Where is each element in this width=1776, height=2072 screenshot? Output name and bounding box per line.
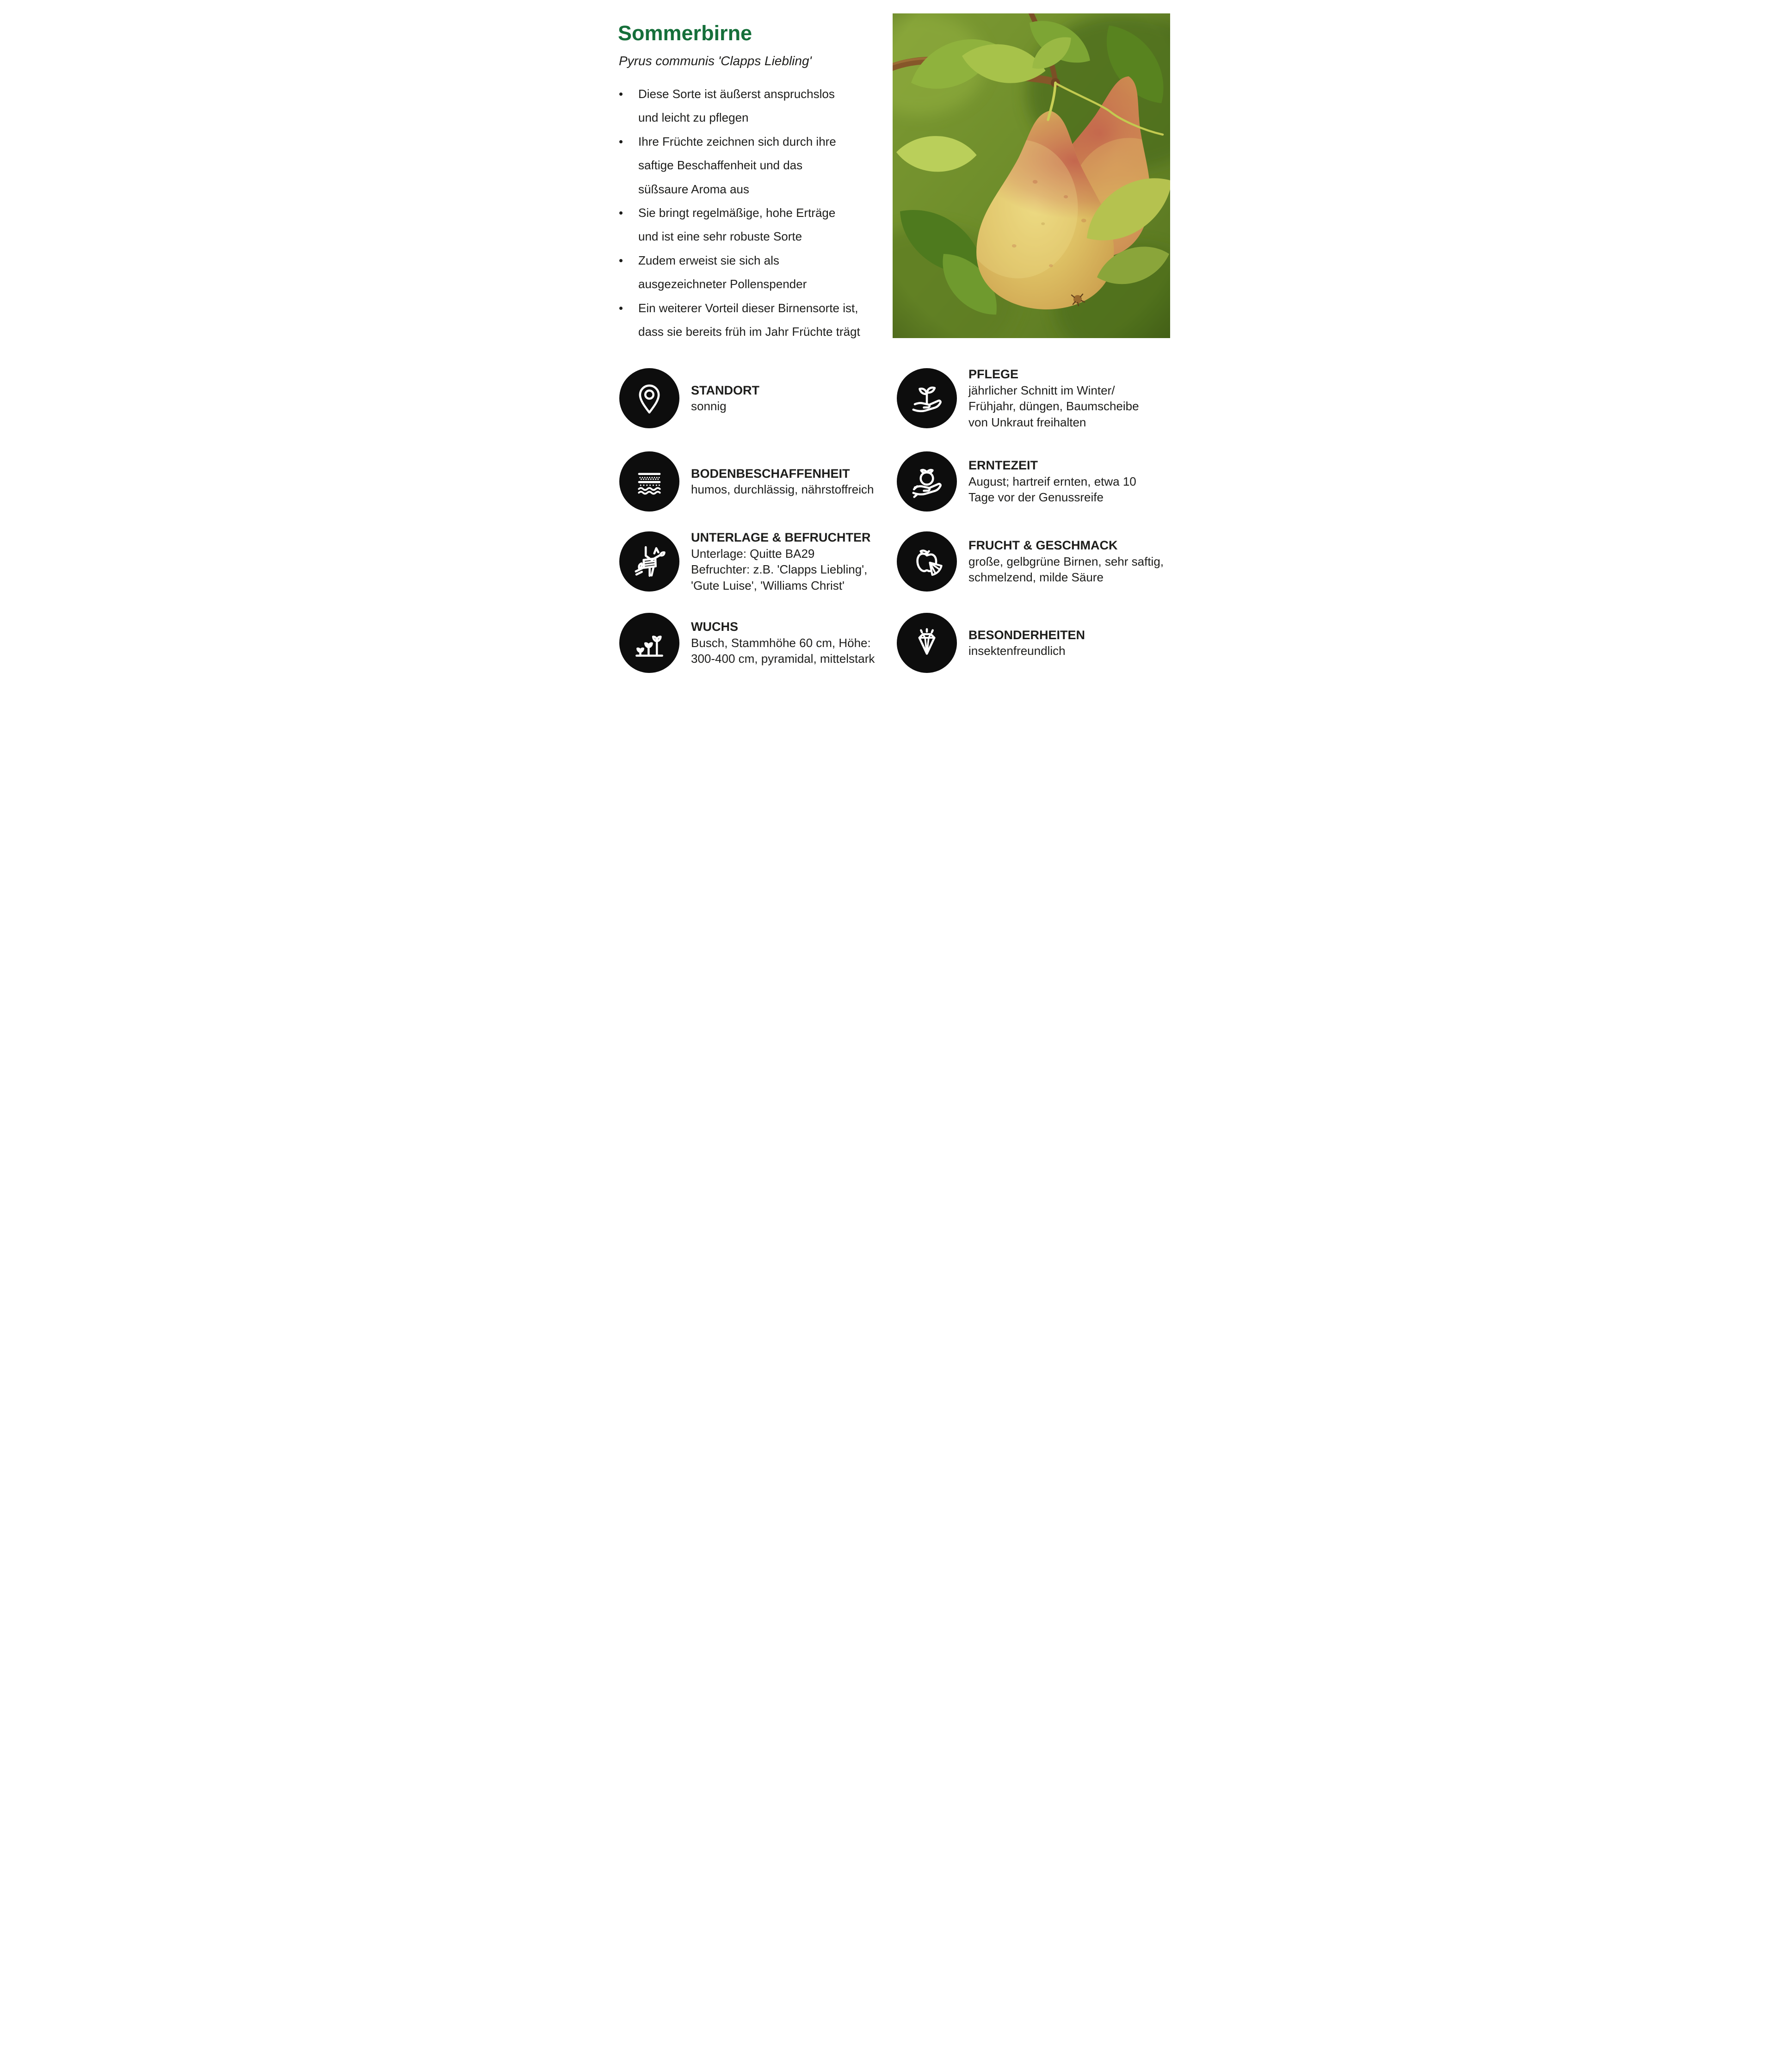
info-label: ERNTEZEIT xyxy=(968,458,1038,473)
info-block-besonderheiten xyxy=(897,613,1085,673)
info-line: insektenfreundlich xyxy=(968,644,1066,658)
info-label: UNTERLAGE & BEFRUCHTER xyxy=(691,530,871,544)
info-block-unterlage-befruchter xyxy=(619,530,871,593)
info-block-bodenbeschaffenheit xyxy=(619,451,874,512)
info-block-erntezeit xyxy=(897,451,1136,512)
info-line: August; hartreif ernten, etwa 10 xyxy=(968,474,1136,488)
info-label: BODENBESCHAFFENHEIT xyxy=(691,466,850,481)
bullet-dot-icon xyxy=(619,92,623,96)
bullet-text-line: Zudem erweist sie sich als xyxy=(638,253,779,267)
diamond-icon xyxy=(897,613,957,673)
bullet-dot-icon xyxy=(619,140,623,143)
info-line: Tage vor der Genussreife xyxy=(968,490,1104,505)
list-item xyxy=(618,82,877,130)
info-label: BESONDERHEITEN xyxy=(968,628,1085,642)
info-line: von Unkraut freihalten xyxy=(968,415,1086,429)
page-title: Sommerbirne xyxy=(618,21,752,45)
bullet-text-line: und leicht zu pflegen xyxy=(638,111,749,125)
info-line: Befruchter: z.B. 'Clapps Liebling', xyxy=(691,562,868,576)
info-block-standort xyxy=(619,368,759,428)
info-label: PFLEGE xyxy=(968,367,1019,381)
pear-branch-photo xyxy=(893,13,1170,338)
bullet-text-line: Ihre Früchte zeichnen sich durch ihre xyxy=(638,134,836,148)
bullet-text-line: Diese Sorte ist äußerst anspruchslos xyxy=(638,87,835,101)
info-line: Frühjahr, düngen, Baumscheibe xyxy=(968,399,1139,413)
bullet-text-line: ausgezeichneter Pollenspender xyxy=(638,277,807,291)
hand-fruit-icon xyxy=(897,451,957,512)
info-label: WUCHS xyxy=(691,620,738,634)
info-line: große, gelbgrüne Birnen, sehr saftig, xyxy=(968,554,1164,568)
bullet-text-line: und ist eine sehr robuste Sorte xyxy=(638,229,802,244)
info-line: humos, durchlässig, nährstoffreich xyxy=(691,482,874,496)
feature-bullet-list xyxy=(618,82,877,344)
info-block-pflege xyxy=(897,366,1139,430)
bullet-text-line: Ein weiterer Vorteil dieser Birnensorte ist, xyxy=(638,301,858,315)
location-pin-icon xyxy=(619,368,679,428)
info-line: 300-400 cm, pyramidal, mittelstark xyxy=(691,652,875,666)
info-line: sonnig xyxy=(691,399,727,413)
info-line: 'Gute Luise', 'Williams Christ' xyxy=(691,578,845,592)
apple-slice-icon xyxy=(897,531,957,592)
grafting-icon xyxy=(619,531,679,592)
bullet-text-line: süßsaure Aroma aus xyxy=(638,182,749,196)
hand-sprout-icon xyxy=(897,368,957,428)
plants-growth-icon xyxy=(619,613,679,673)
plant-info-sheet xyxy=(592,0,1184,691)
list-item xyxy=(618,249,877,296)
info-line: Busch, Stammhöhe 60 cm, Höhe: xyxy=(691,635,871,650)
list-item xyxy=(618,296,877,344)
bullet-dot-icon xyxy=(619,211,623,215)
bullet-dot-icon xyxy=(619,307,623,310)
botanical-name-subtitle: Pyrus communis 'Clapps Liebling' xyxy=(619,54,812,68)
info-block-frucht-geschmack xyxy=(897,531,1164,592)
info-label: STANDORT xyxy=(691,383,759,397)
info-line: schmelzend, milde Säure xyxy=(968,570,1104,585)
bullet-dot-icon xyxy=(619,259,623,262)
list-item xyxy=(618,201,877,249)
list-item xyxy=(618,130,877,201)
bullet-text-line: saftige Beschaffenheit und das xyxy=(638,158,803,173)
bullet-text-line: Sie bringt regelmäßige, hohe Erträge xyxy=(638,206,836,220)
info-line: Unterlage: Quitte BA29 xyxy=(691,546,815,561)
info-label: FRUCHT & GESCHMACK xyxy=(968,538,1118,553)
bullet-text-line: dass sie bereits früh im Jahr Früchte trägt xyxy=(638,325,860,339)
info-block-wuchs xyxy=(619,613,875,673)
info-line: jährlicher Schnitt im Winter/ xyxy=(968,383,1115,397)
soil-layers-icon xyxy=(619,451,679,512)
